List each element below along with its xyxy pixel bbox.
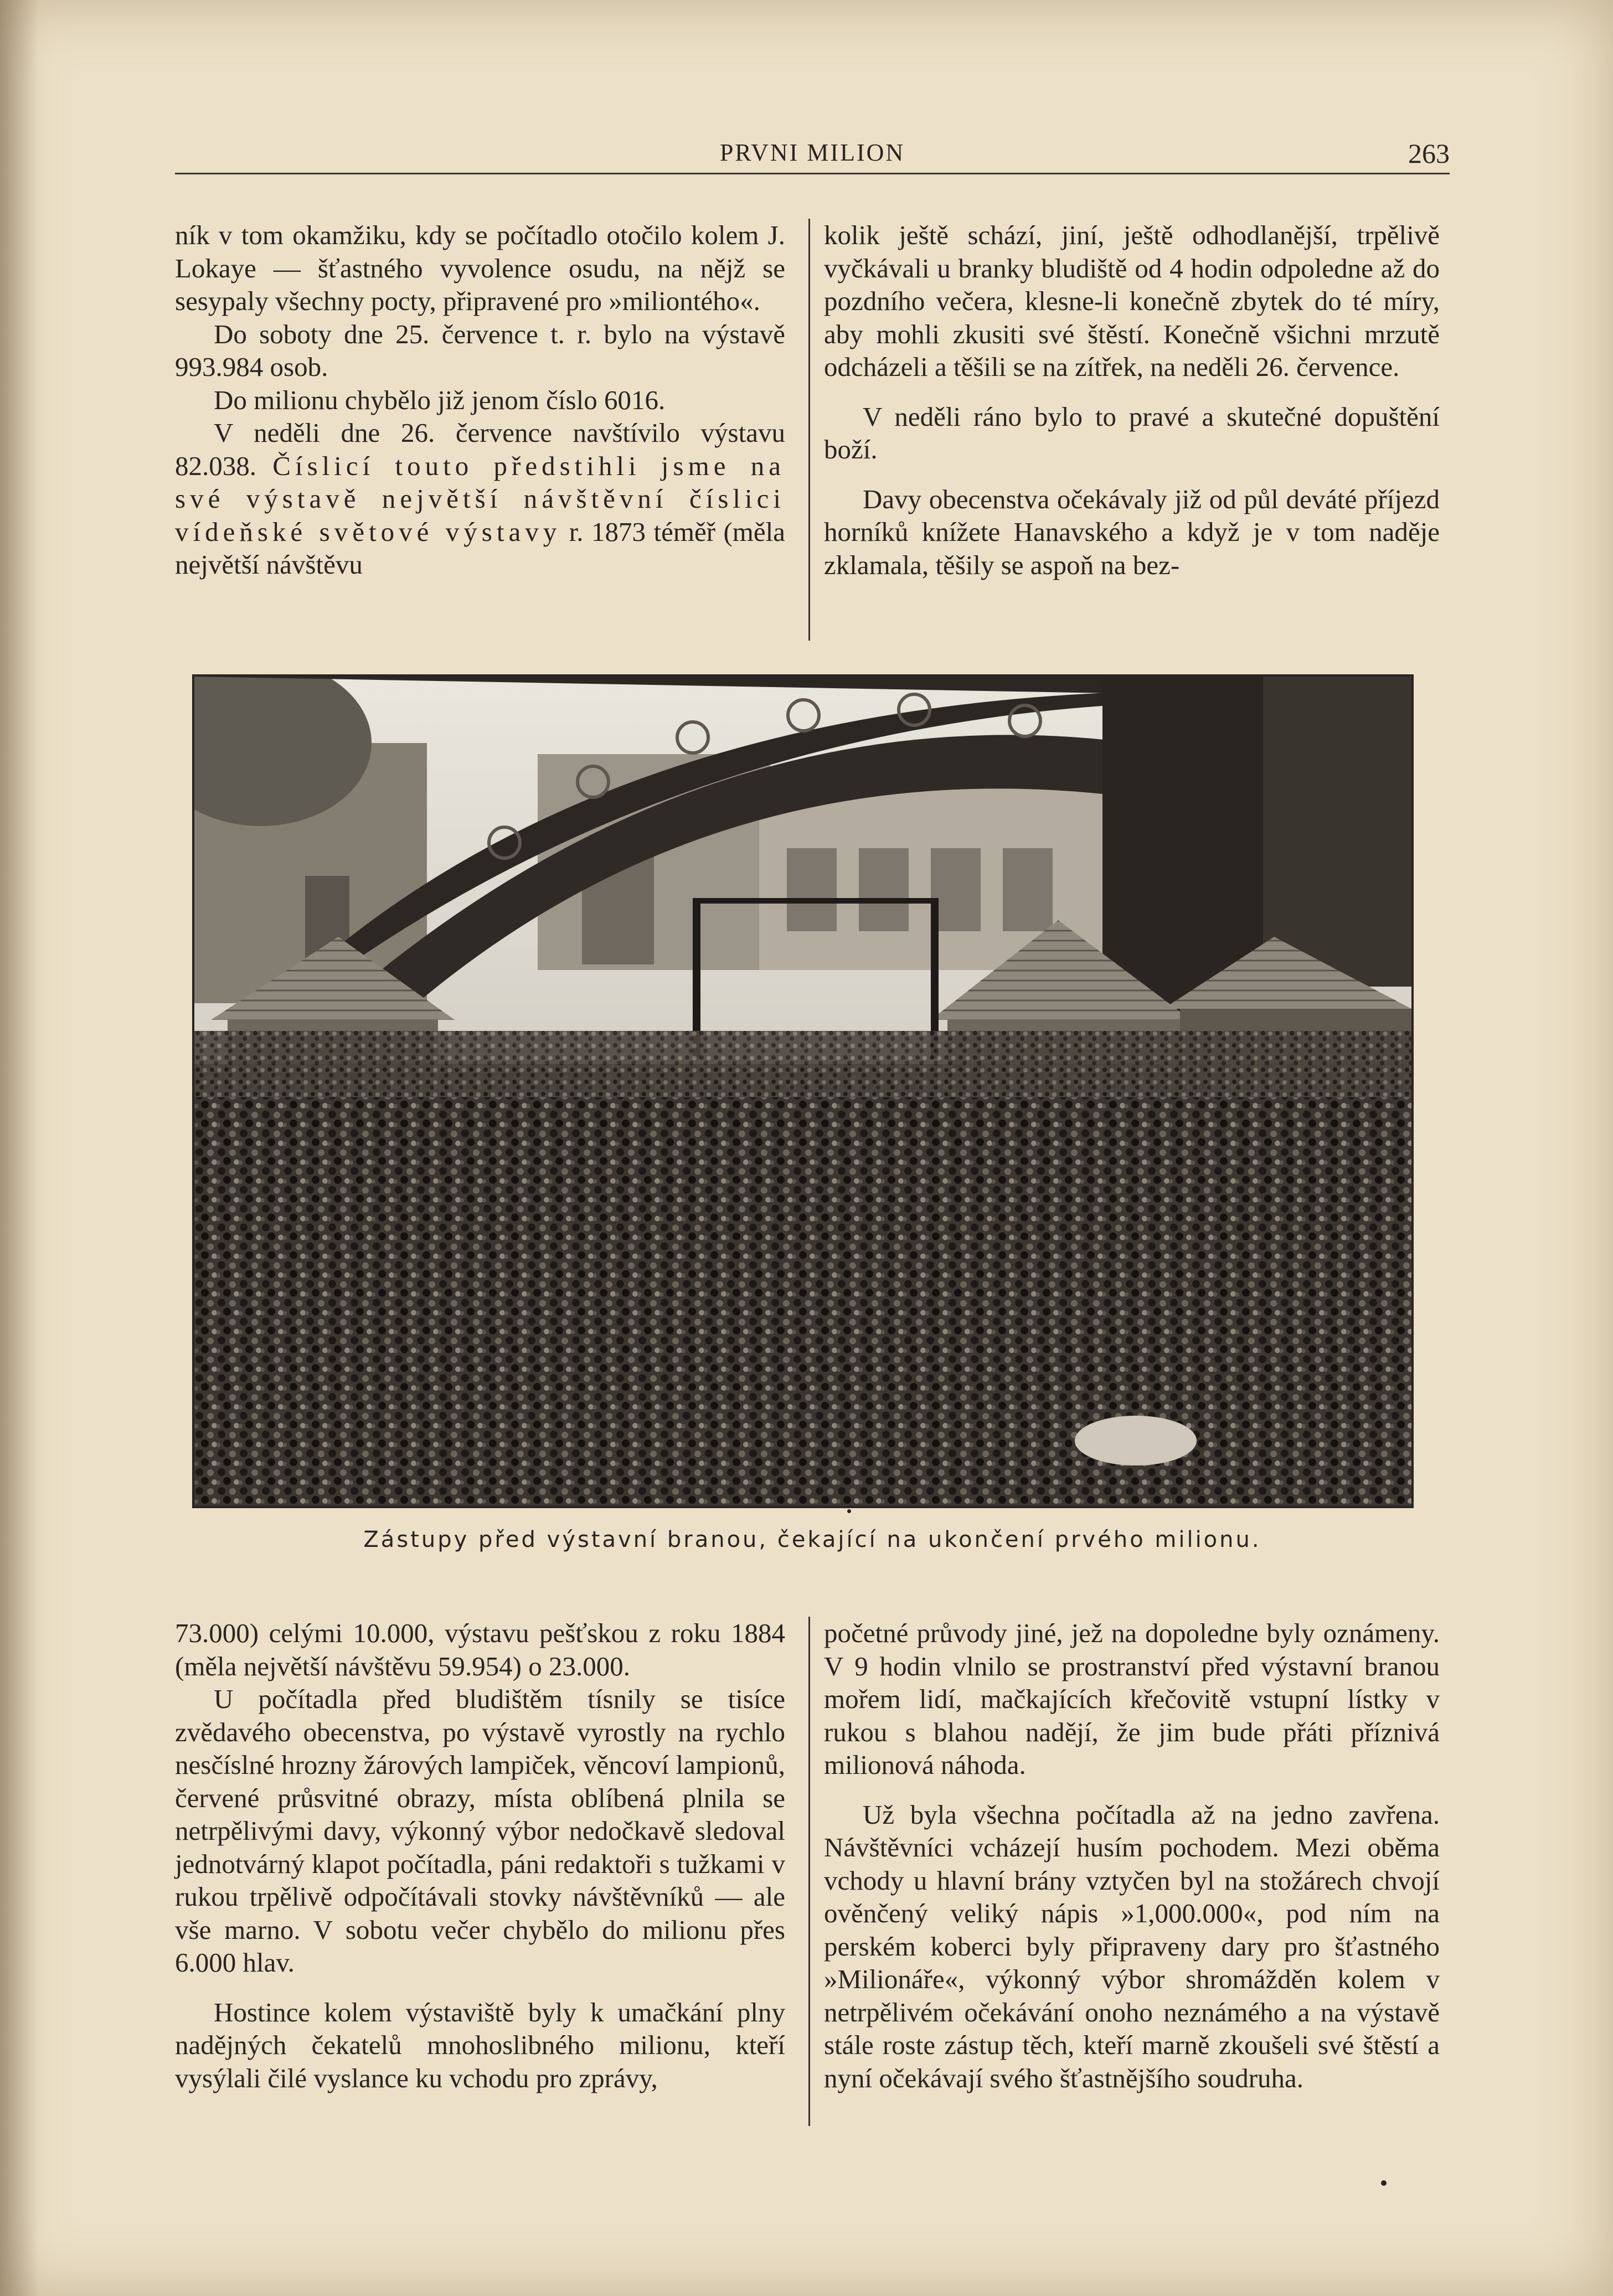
sentence: r. 1873 téměř (měla největší návštěvu bbox=[175, 516, 786, 580]
ink-spot bbox=[1381, 2180, 1387, 2186]
sentence: V neděli dne 26. července navštívilo výstavu 82.038. bbox=[175, 417, 785, 481]
paragraph: U počítadla před bludištěm tísnily se tisíce zvědavého obecenstva, po výstavě vyrostly na rychlo nesčíslné hrozny žárových lampiček, věncoví lampionů, červené průsvitné obrazy, místa oblíbená plnila se netrpělivými davy, výkonný výbor nedočkavě sledoval jednotvárný klapot počítadla, páni redaktoři s tužkami v rukou trpělivě odpočítávali stovky návštěvníků — ale vše marno. V sobotu večer chybělo do milionu přes 6.000 hlav. bbox=[175, 1684, 785, 1978]
paragraph: Už byla všechna počítadla až na jedno zavřena. Návštěvníci vcházejí husím pochodem. Mezi oběma vchody u hlavní brány vztyčen byl na stožárech chvojí ověnčený veliký nápis »1,000.000«, pod ním na perském koberci byly připraveny dary pro šťastného »Milionáře«, výkonný výbor shromážděn kolem v netrpělivém očekávání onoho neznámého a na výstavě stále roste zástup těch, kteří marně zkoušeli své štěstí a nyní očekávají svého šťastnějšího soudruha. bbox=[824, 1799, 1440, 2093]
ink-spot bbox=[847, 1509, 851, 1513]
paragraph: Do milionu chybělo již jenom číslo 6016. bbox=[214, 384, 666, 415]
paragraph: Hostince kolem výstaviště byly k umačkání plny nadějných čekatelů mnohoslibného milionu, kteří vysýlali čilé vyslance ku vchodu pro zprávy, bbox=[175, 1996, 785, 2093]
page-header bbox=[175, 134, 1450, 174]
paragraph: ník v tom okamžiku, kdy se počítadlo otočilo kolem J. Lokaye — šťastného vyvolence osudu, na nějž se sesypaly všechny pocty, připravené pro »miliontého«. bbox=[175, 220, 785, 316]
emphasized-text: Číslicí touto předstihli jsme na své výstavě největší návštěvní číslici vídeňské světové výstavy bbox=[175, 450, 786, 547]
column-right-bottom bbox=[824, 1617, 1440, 2094]
column-left-top bbox=[175, 219, 785, 581]
paragraph: Do soboty dne 25. července t. r. bylo na výstavě 993.984 osob. bbox=[175, 318, 785, 382]
page-number: 263 bbox=[1408, 138, 1450, 169]
paragraph: početné průvody jiné, jež na dopoledne byly oznámeny. V 9 hodin vlnilo se prostranství před výstavní branou mořem lidí, mačkajících křečovitě vstupní lístky v rukou s blahou nadějí, že jim bude přáti příznivá milionová náhoda. bbox=[824, 1618, 1440, 1780]
paragraph: V neděli ráno bylo to pravé a skutečné dopuštění boží. bbox=[824, 401, 1440, 465]
figure-caption: Zástupy před výstavní branou, čekající na ukončení prvého milionu. bbox=[363, 1527, 1261, 1552]
paragraph: Davy obecenstva očekávaly již od půl deváté příjezd horníků knížete Hanavského a když je v tom naděje zklamala, těšily se aspoň na bez- bbox=[824, 483, 1440, 580]
paragraph: 73.000) celými 10.000, výstavu pešťskou z roku 1884 (měla největší návštěvu 59.954) o 23.000. bbox=[175, 1618, 785, 1681]
paragraph bbox=[175, 416, 785, 581]
crowd-photograph bbox=[192, 674, 1414, 1508]
paragraph: kolik ještě schází, jiní, ještě odhodlanější, trpělivě vyčkávali u branky bludiště od 4 hodin odpoledne až do pozdního večera, klesne-li konečně zbytek do té míry, aby mohli zkusiti své štěstí. Konečně všichni mrzutě odcházeli a těšili se na zítřek, na neděli 26. července. bbox=[824, 220, 1440, 382]
column-right-top bbox=[824, 219, 1440, 581]
page-gutter-shadow bbox=[0, 0, 39, 2296]
photo-illustration bbox=[194, 677, 1411, 1506]
column-left-bottom bbox=[175, 1617, 785, 2094]
column-divider bbox=[808, 219, 810, 641]
running-title: PRVNI MILION bbox=[719, 139, 905, 166]
column-divider bbox=[808, 1617, 810, 2126]
